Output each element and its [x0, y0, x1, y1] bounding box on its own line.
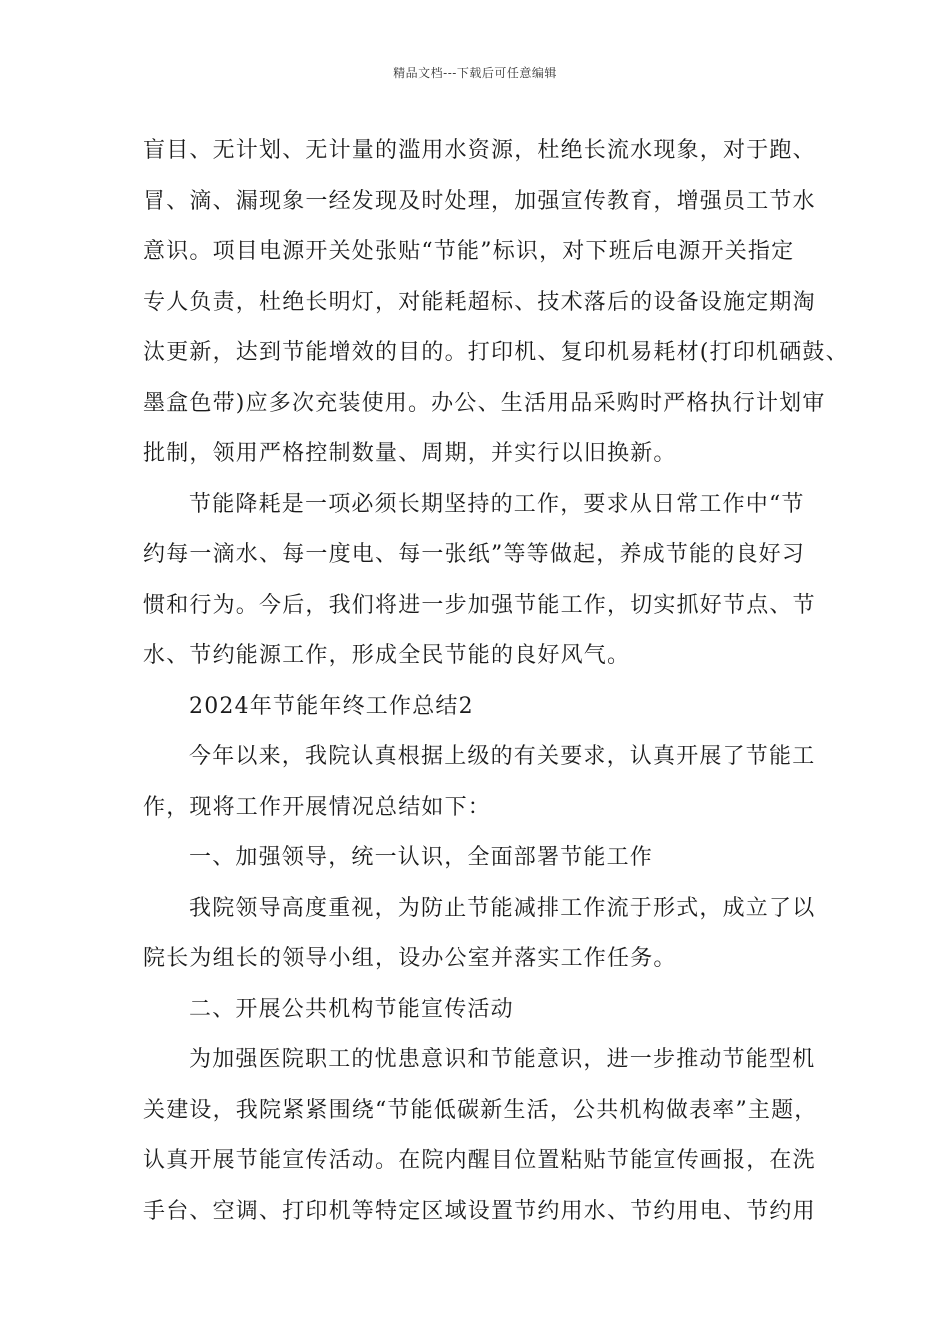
- text-line: 专人负责，杜绝长明灯，对能耗超标、技术落后的设备设施定期淘: [143, 289, 816, 315]
- text-line: 盲目、无计划、无计量的滥用水资源，杜绝长流水现象，对于跑、: [143, 138, 816, 163]
- paragraph-start-line: 我院领导高度重视，为防止节能减排工作流于形式，成立了以: [189, 895, 816, 921]
- text-line: 惯和行为。今后，我们将进一步加强节能工作，切实抓好节点、节: [143, 592, 816, 618]
- document-header: 精品文档---下载后可任意编辑: [393, 66, 557, 80]
- text-line: 作，现将工作开展情况总结如下：: [143, 794, 492, 820]
- text-line: 意识。项目电源开关处张贴“节能”标识，对下班后电源开关指定: [143, 239, 795, 264]
- text-line: 认真开展节能宣传活动。在院内醒目位置粘贴节能宣传画报，在洗: [143, 1148, 816, 1173]
- paragraph-start-line: 为加强医院职工的忧患意识和节能意识，进一步推动节能型机: [189, 1047, 816, 1072]
- section-heading: 二、开展公共机构节能宣传活动: [189, 996, 514, 1022]
- text-line: 院长为组长的领导小组，设办公室并落实工作任务。: [143, 946, 677, 971]
- text-line: 墨盒色带)应多次充装使用。办公、生活用品采购时严格执行计划审: [143, 390, 826, 416]
- text-line: 水、节约能源工作，形成全民节能的良好风气。: [143, 643, 631, 668]
- text-line: 冒、滴、漏现象一经发现及时处理，加强宣传教育，增强员工节水: [143, 188, 816, 214]
- section-heading: 一、加强领导，统一认识，全面部署节能工作: [189, 845, 654, 870]
- document-body: [143, 126, 849, 1237]
- section-title: 2024年节能年终工作总结2: [189, 693, 474, 719]
- text-line: 手台、空调、打印机等特定区域设置节约用水、节约用电、节约用: [143, 1198, 816, 1224]
- text-line: 关建设，我院紧紧围绕“节能低碳新生活，公共机构做表率”主题，: [143, 1097, 818, 1123]
- text-line: 约每一滴水、每一度电、每一张纸”等等做起，养成节能的良好习: [143, 542, 806, 567]
- text-line: 批制，领用严格控制数量、周期，并实行以旧换新。: [143, 441, 677, 466]
- paragraph-start-line: 节能降耗是一项必须长期坚持的工作，要求从日常工作中“节: [189, 491, 805, 517]
- text-line: 汰更新，达到节能增效的目的。打印机、复印机易耗材(打印机硒鼓、: [143, 340, 849, 365]
- paragraph-start-line: 今年以来，我院认真根据上级的有关要求，认真开展了节能工: [189, 744, 816, 769]
